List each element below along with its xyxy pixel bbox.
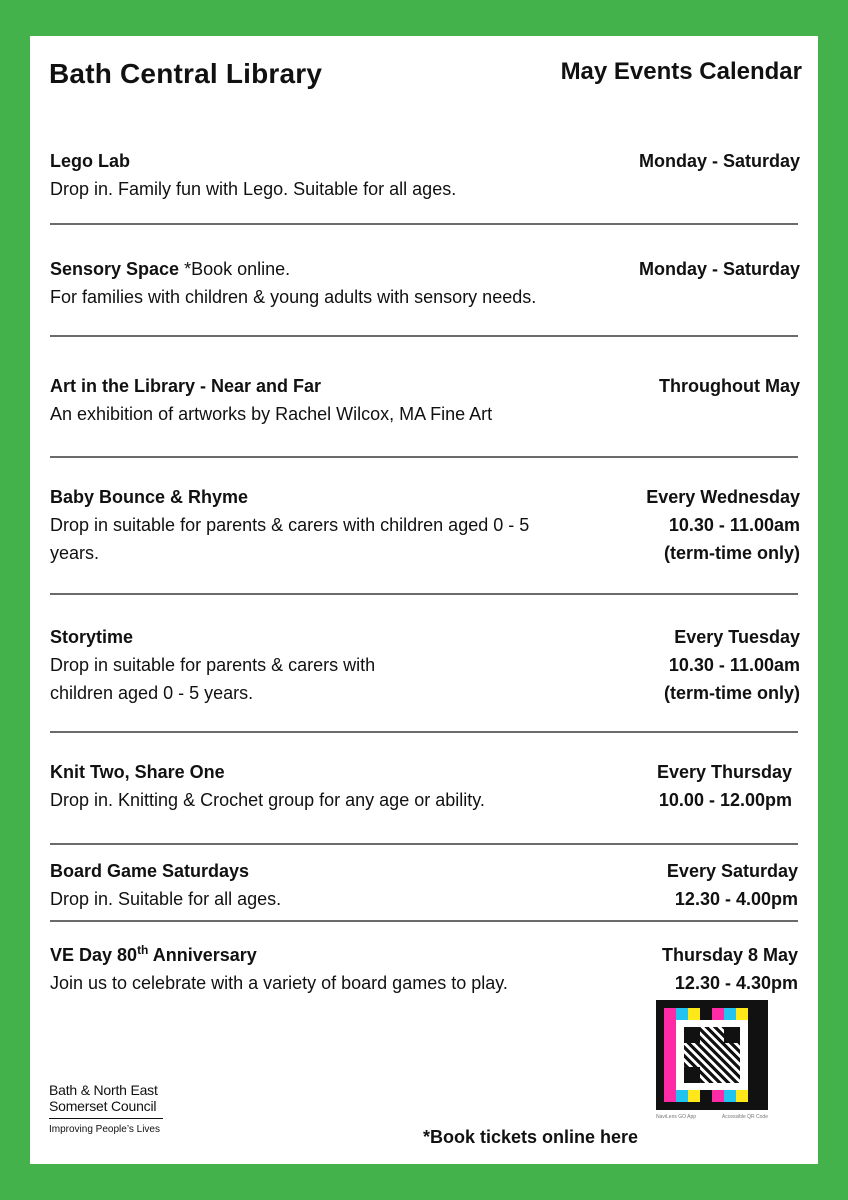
divider [50, 335, 798, 337]
event-title: Board Game Saturdays [50, 861, 250, 881]
event-day: Every Tuesday [674, 627, 800, 647]
event-title: Storytime [50, 627, 134, 647]
event-day: Monday - Saturday [638, 151, 800, 171]
divider [50, 456, 798, 458]
event-time: 10.30 - 11.00am [668, 655, 800, 675]
event-title: Baby Bounce & Rhyme [50, 487, 249, 507]
divider [50, 731, 798, 733]
event-schedule [662, 941, 798, 997]
event-ve-day [50, 941, 800, 997]
event-description: Drop in suitable for parents & carers with children aged 0 - 5 years. [50, 515, 530, 563]
event-schedule [667, 857, 798, 913]
event-day: Thursday 8 May [661, 945, 798, 965]
council-tagline: Improving People’s Lives [49, 1124, 160, 1135]
event-schedule [657, 758, 792, 814]
event-title: VE Day 80th Anniversary [50, 943, 257, 965]
qr-caption-left: NaviLens GO App [656, 1114, 697, 1120]
event-schedule [664, 623, 800, 707]
event-board-games [50, 857, 800, 913]
event-description: Drop in. Knitting & Crochet group for any age or ability. [50, 790, 485, 810]
event-schedule [639, 147, 800, 175]
event-time: 12.30 - 4.00pm [674, 889, 798, 909]
event-day: Monday - Saturday [638, 259, 800, 279]
council-name-line2: Somerset Council [49, 1098, 157, 1114]
calendar-title: May Events Calendar [560, 58, 802, 85]
council-logo [49, 1082, 163, 1135]
event-term-note: (term-time only) [663, 543, 800, 563]
event-title: Art in the Library - Near and Far [50, 376, 322, 396]
divider [50, 593, 798, 595]
event-description: Drop in suitable for parents & carers with children aged 0 - 5 years. [50, 655, 376, 703]
qr-pattern [684, 1027, 740, 1083]
event-title: Knit Two, Share One [50, 762, 225, 782]
book-tickets-link[interactable]: *Book tickets online here [423, 1127, 639, 1147]
event-day: Throughout May [659, 376, 800, 396]
qr-inner [676, 1020, 748, 1090]
event-art-in-library [50, 372, 800, 428]
divider [50, 920, 798, 922]
event-description: Drop in. Suitable for all ages. [50, 889, 282, 909]
event-sensory-space [50, 255, 800, 311]
event-time: 10.30 - 11.00am [668, 515, 800, 535]
event-description: For families with children & young adults with sensory needs. [50, 287, 537, 307]
event-time: 12.30 - 4.30pm [674, 973, 798, 993]
booking-note: *Book online. [184, 259, 291, 279]
event-baby-bounce [50, 483, 800, 567]
event-schedule [646, 483, 800, 567]
event-schedule [639, 255, 800, 283]
event-term-note: (term-time only) [663, 683, 800, 703]
event-knit-two [50, 758, 800, 814]
event-schedule [659, 372, 800, 400]
event-day: Every Thursday [656, 762, 792, 782]
event-storytime [50, 623, 800, 707]
council-name-line1: Bath & North East [49, 1082, 158, 1098]
library-name: Bath Central Library [49, 58, 323, 89]
qr-caption-right: Accessible QR Code [721, 1114, 768, 1120]
logo-rule [49, 1118, 163, 1119]
event-title: Lego Lab [50, 151, 130, 171]
event-description: Join us to celebrate with a variety of board games to play. [50, 973, 508, 993]
event-description: Drop in. Family fun with Lego. Suitable for all ages. [50, 179, 457, 199]
divider [50, 843, 798, 845]
event-day: Every Saturday [666, 861, 798, 881]
events-poster [30, 36, 818, 1164]
event-time: 10.00 - 12.00pm [658, 790, 792, 810]
event-day: Every Wednesday [646, 487, 800, 507]
qr-code-icon[interactable] [656, 1000, 768, 1110]
event-lego-lab [50, 147, 800, 203]
event-title: Sensory Space *Book online. [50, 259, 291, 279]
event-description: An exhibition of artworks by Rachel Wilcox, MA Fine Art [50, 404, 493, 424]
divider [50, 223, 798, 225]
qr-caption [656, 1114, 768, 1120]
